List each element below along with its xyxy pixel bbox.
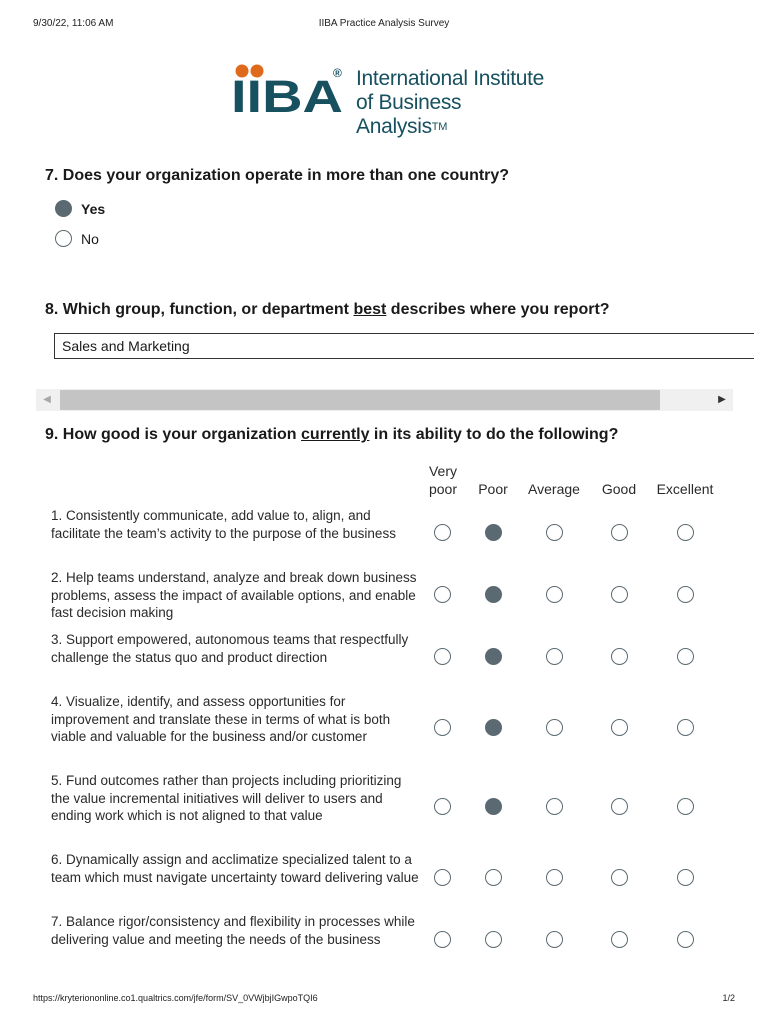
radio-unselected-icon[interactable] [677,931,694,948]
radio-unselected-icon[interactable] [434,931,451,948]
radio-unselected-icon[interactable] [546,798,563,815]
matrix-row-label: 2. Help teams understand, analyze and break down business problems, assess the impact of available options, and enable fast decision making [51,570,417,620]
radio-selected-icon[interactable] [485,524,502,541]
logo-mark-text: IIBA [231,71,343,122]
radio-unselected-icon[interactable] [611,524,628,541]
radio-selected-icon[interactable] [55,200,72,217]
matrix-row-label: 5. Fund outcomes rather than projects including prioritizing the value incremental initiatives will deliver to users and ending work which is not aligned to that value [51,773,402,823]
iiba-logo [228,58,548,138]
radio-unselected-icon[interactable] [546,586,563,603]
horizontal-scrollbar[interactable] [36,389,733,411]
matrix-row-label: 6. Dynamically assign and acclimatize specialized talent to a team which must navigate uncertainty toward delivering value [51,852,419,885]
radio-unselected-icon[interactable] [611,648,628,665]
q9-title: 9. How good is your organization currently in its ability to do the following? [45,426,619,443]
matrix-row-label: 7. Balance rigor/consistency and flexibility in processes while delivering value and meeting the needs of the business [51,914,415,947]
radio-selected-icon[interactable] [485,719,502,736]
logo-name-line1: International Institute [356,67,545,90]
radio-unselected-icon[interactable] [485,931,502,948]
department-select[interactable] [54,333,754,359]
radio-unselected-icon[interactable] [677,869,694,886]
radio-unselected-icon[interactable] [677,798,694,815]
scroll-left-arrow-icon[interactable]: ◀ [43,394,51,405]
logo-name-line2: of Business Analysis™ [356,91,462,138]
matrix-row-label: 1. Consistently communicate, add value to, align, and facilitate the team’s activity to the purpose of the business [51,508,396,541]
q7-option-label: No [81,231,99,247]
column-header-good: Good [601,481,637,497]
radio-selected-icon[interactable] [485,586,502,603]
radio-selected-icon[interactable] [485,648,502,665]
radio-unselected-icon[interactable] [677,648,694,665]
radio-unselected-icon[interactable] [611,586,628,603]
radio-unselected-icon[interactable] [546,524,563,541]
scroll-right-arrow-icon[interactable]: ▶ [718,394,726,405]
column-header-excellent: Excellent [656,481,714,497]
q7-option-label: Yes [81,201,106,217]
print-title: IIBA Practice Analysis Survey [318,18,450,29]
registered-mark: ® [333,66,342,80]
radio-unselected-icon[interactable] [55,230,72,247]
logo-organization-name [356,67,548,139]
radio-unselected-icon[interactable] [546,648,563,665]
radio-unselected-icon[interactable] [434,719,451,736]
radio-unselected-icon[interactable] [546,869,563,886]
iiba-logo-mark [228,58,348,122]
radio-unselected-icon[interactable] [434,798,451,815]
department-select-value: Sales and Marketing [62,338,190,354]
radio-unselected-icon[interactable] [485,869,502,886]
print-datetime: 9/30/22, 11:06 AM [33,18,114,29]
print-url: https://kryteriononline.co1.qualtrics.com/jfe/form/SV_0VWjbjIGwpoTQI6 [33,993,318,1003]
scrollbar-thumb[interactable] [60,390,660,410]
q7-title: 7. Does your organization operate in more than one country? [45,167,510,184]
matrix-row-label: 4. Visualize, identify, and assess opportunities for improvement and translate these in terms of what is both viable and valuable for the business and/or customer [51,694,391,744]
print-footer [0,993,768,1007]
radio-unselected-icon[interactable] [677,719,694,736]
radio-selected-icon[interactable] [485,798,502,815]
matrix-row-label: 3. Support empowered, autonomous teams that respectfully challenge the status quo and product direction [51,632,409,665]
column-header-average: Average [528,481,580,497]
radio-unselected-icon[interactable] [611,798,628,815]
radio-unselected-icon[interactable] [434,524,451,541]
print-header [0,18,768,32]
radio-unselected-icon[interactable] [434,586,451,603]
radio-unselected-icon[interactable] [434,648,451,665]
radio-unselected-icon[interactable] [546,719,563,736]
radio-unselected-icon[interactable] [434,869,451,886]
column-header-poor: Poor [478,481,508,497]
trademark-mark: TM [431,121,448,133]
radio-unselected-icon[interactable] [677,524,694,541]
print-page-number: 1/2 [722,993,735,1003]
column-header-very-poor: Very poor [428,463,458,497]
q8-title: 8. Which group, function, or department best describes where you report? [45,301,610,318]
radio-unselected-icon[interactable] [611,719,628,736]
radio-unselected-icon[interactable] [546,931,563,948]
radio-unselected-icon[interactable] [611,931,628,948]
radio-unselected-icon[interactable] [677,586,694,603]
radio-unselected-icon[interactable] [611,869,628,886]
